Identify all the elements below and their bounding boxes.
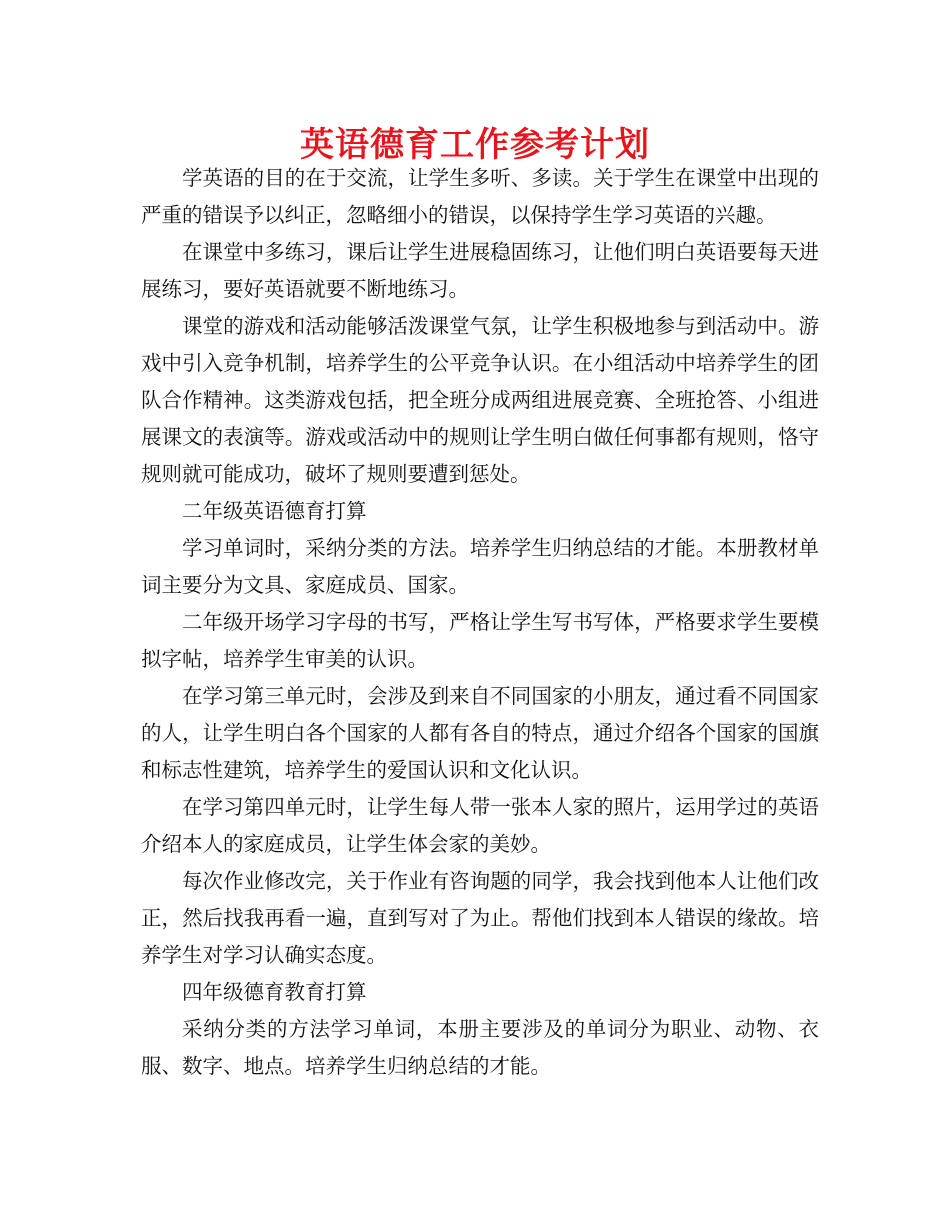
paragraph: 学英语的目的在于交流，让学生多听、多读。关于学生在课堂中出现的严重的错误予以纠正，忽略细小的错误，以保持学生学习英语的兴趣。 (141, 166, 819, 227)
section-heading: 二年级英语德育打算 (182, 499, 367, 523)
paragraph: 学习单词时，采纳分类的方法。培养学生归纳总结的才能。本册教材单词主要分为文具、家庭成员、国家。 (141, 536, 819, 597)
paragraph: 每次作业修改完，关于作业有咨询题的同学，我会找到他本人让他们改正，然后找我再看一遍，直到写对了为止。帮他们找到本人错误的缘故。培养学生对学习认确实态度。 (141, 869, 819, 967)
paragraph: 采纳分类的方法学习单词，本册主要涉及的单词分为职业、动物、衣服、数字、地点。培养学生归纳总结的才能。 (141, 1017, 819, 1078)
document-title: 英语德育工作参考计划 (300, 125, 650, 165)
document-body (141, 160, 819, 1085)
paragraph: 在课堂中多练习，课后让学生进展稳固练习，让他们明白英语要每天进展练习，要好英语就要不断地练习。 (141, 240, 819, 301)
paragraph: 课堂的游戏和活动能够活泼课堂气氛，让学生积极地参与到活动中。游戏中引入竞争机制，培养学生的公平竞争认识。在小组活动中培养学生的团队合作精神。这类游戏包括，把全班分成两组进展竞赛、全班抢答、小组进展课文的表演等。游戏或活动中的规则让学生明白做任何事都有规则，恪守规则就可能成功，破坏了规则要遭到惩处。 (141, 314, 819, 486)
paragraph: 在学习第四单元时，让学生每人带一张本人家的照片，运用学过的英语介绍本人的家庭成员，让学生体会家的美妙。 (141, 795, 819, 856)
paragraph: 二年级开场学习字母的书写，严格让学生写书写体，严格要求学生要模拟字帖，培养学生审美的认识。 (141, 610, 819, 671)
section-heading: 四年级德育教育打算 (182, 980, 367, 1004)
paragraph: 在学习第三单元时，会涉及到来自不同国家的小朋友，通过看不同国家的人，让学生明白各个国家的人都有各自的特点，通过介绍各个国家的国旗和标志性建筑，培养学生的爱国认识和文化认识。 (141, 684, 819, 782)
